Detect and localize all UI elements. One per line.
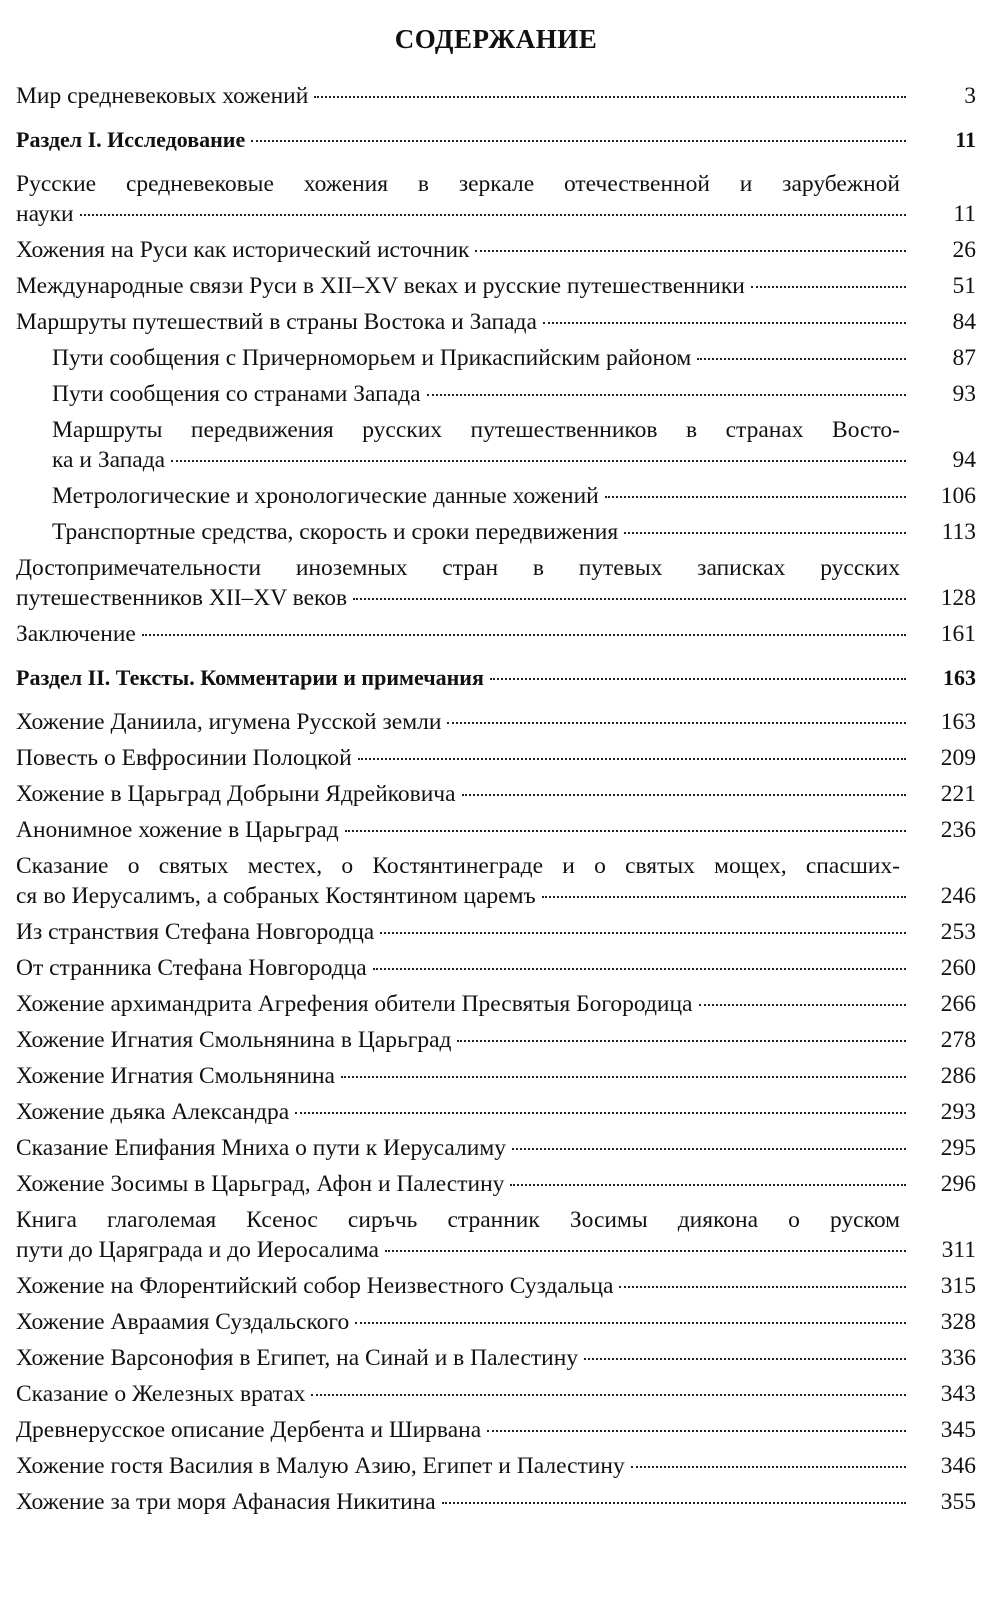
toc-entry[interactable] <box>16 169 976 229</box>
toc-entry-title: Сказание Епифания Мниха о пути к Иерусалиму <box>16 1135 506 1161</box>
toc-entry-title: Хожение Даниила, игумена Русской земли <box>16 709 442 735</box>
toc-entry[interactable] <box>16 743 976 773</box>
toc-page-number: 311 <box>941 1237 976 1263</box>
toc-page-number: 11 <box>953 201 976 227</box>
toc-page-number: 106 <box>940 483 976 509</box>
dot-leader <box>619 1285 906 1288</box>
toc-entry-title-line: Книга глаголемая Ксенос сиръчь странник Зосимы диякона о руском <box>16 1207 900 1233</box>
dot-leader <box>380 931 906 934</box>
toc-entry[interactable] <box>16 307 976 337</box>
dot-leader <box>490 677 906 680</box>
toc-entry-title: Раздел I. Исследование <box>16 127 246 152</box>
toc-page-number: 346 <box>940 1453 976 1479</box>
dot-leader <box>385 1249 906 1252</box>
dot-leader <box>462 793 906 796</box>
toc-entry-last-line <box>16 583 976 613</box>
toc-entry-title: путешественников XII–XV веков <box>16 585 348 611</box>
toc-entry[interactable] <box>16 1307 976 1337</box>
toc-entry-title: Маршруты путешествий в страны Востока и Запада <box>16 309 537 335</box>
dot-leader <box>251 139 906 142</box>
toc-entry[interactable] <box>16 815 976 845</box>
toc-entry-title-line: Маршруты передвижения русских путешественников в странах Восто- <box>52 417 900 443</box>
dot-leader <box>353 597 906 600</box>
toc-entry[interactable] <box>16 81 976 111</box>
toc-page-number: 3 <box>964 83 976 109</box>
toc-page-number: 295 <box>940 1135 976 1161</box>
toc-entry-title: ка и Запада <box>52 447 166 473</box>
toc-page-number: 26 <box>952 237 976 263</box>
toc-entry-title: Хожение в Царьград Добрыни Ядрейковича <box>16 781 456 807</box>
toc-page-number: 84 <box>952 309 976 335</box>
toc-entry[interactable] <box>16 1205 976 1265</box>
toc-entry-title-line: Достопримечательности иноземных стран в путевых записках русских <box>16 555 900 581</box>
toc-entry-title-line: Сказание о святых местех, о Костянтинеграде и о святых мощех, спасших- <box>16 853 900 879</box>
toc-entry[interactable] <box>16 1415 976 1445</box>
toc-page-number: 93 <box>952 381 976 407</box>
page-title: СОДЕРЖАНИЕ <box>394 24 598 54</box>
toc-entry-title: Заключение <box>16 621 136 647</box>
dot-leader <box>345 829 906 832</box>
toc-page-number: 128 <box>940 585 976 611</box>
dot-leader <box>355 1321 906 1324</box>
toc-entry[interactable] <box>16 1061 976 1091</box>
toc-entry-title: Хожение дьяка Александра <box>16 1099 290 1125</box>
toc-page-number: 345 <box>940 1417 976 1443</box>
toc-entry-title: Хожение архимандрита Агрефения обители Пресвятыя Богородица <box>16 991 693 1017</box>
toc-entry-title: пути до Царяграда и до Иеросалима <box>16 1237 379 1263</box>
toc-entry-title: Транспортные средства, скорость и сроки передвижения <box>52 519 619 545</box>
dot-leader <box>457 1039 906 1042</box>
toc-page-number: 355 <box>940 1489 976 1515</box>
toc-page-number: 278 <box>940 1027 976 1053</box>
toc-page-number: 253 <box>940 919 976 945</box>
dot-leader <box>512 1147 906 1150</box>
dot-leader <box>605 495 906 498</box>
dot-leader <box>447 721 906 724</box>
dot-leader <box>341 1075 906 1078</box>
toc-entry-title: науки <box>16 201 74 227</box>
toc-page-number: 161 <box>940 621 976 647</box>
toc-entry-title: Анонимное хожение в Царьград <box>16 817 339 843</box>
toc-section-heading[interactable] <box>16 663 976 693</box>
toc-entry-last-line <box>16 1235 976 1265</box>
toc-entry-title: Международные связи Руси в XII–XV веках и русские путешественники <box>16 273 745 299</box>
toc-entry[interactable] <box>16 343 976 373</box>
dot-leader <box>442 1501 906 1504</box>
dot-leader <box>80 213 906 216</box>
dot-leader <box>171 459 906 462</box>
toc-entry-title: Хожение Игнатия Смольнянина в Царьград <box>16 1027 452 1053</box>
toc-entry[interactable] <box>16 851 976 911</box>
toc-entry[interactable] <box>16 619 976 649</box>
toc-entry[interactable] <box>16 917 976 947</box>
toc-page-number: 209 <box>940 745 976 771</box>
dot-leader <box>584 1357 906 1360</box>
toc-entry[interactable] <box>16 235 976 265</box>
toc-page-number: 163 <box>940 709 976 735</box>
toc-page-number: 343 <box>940 1381 976 1407</box>
toc-entry[interactable] <box>16 1025 976 1055</box>
toc-page-number: 94 <box>952 447 976 473</box>
dot-leader <box>631 1465 906 1468</box>
toc-entry-last-line <box>52 445 976 475</box>
toc-page-number: 328 <box>940 1309 976 1335</box>
toc-entry[interactable] <box>16 517 976 547</box>
toc-page-number: 246 <box>940 883 976 909</box>
dot-leader <box>697 357 906 360</box>
toc-entry[interactable] <box>16 1169 976 1199</box>
dot-leader <box>358 757 906 760</box>
toc-list <box>16 81 976 1517</box>
toc-entry-title: Хожение Игнатия Смольнянина <box>16 1063 335 1089</box>
toc-entry-title: ся во Иерусалимъ, а собраных Костянтином царемъ <box>16 883 536 909</box>
dot-leader <box>510 1183 906 1186</box>
toc-entry[interactable] <box>16 415 976 475</box>
toc-page-number: 336 <box>940 1345 976 1371</box>
toc-entry-title: Пути сообщения со странами Запада <box>52 381 421 407</box>
toc-entry-title: Метрологические и хронологические данные хожений <box>52 483 599 509</box>
toc-entry-last-line <box>16 199 976 229</box>
toc-entry-title: От странника Стефана Новгородца <box>16 955 367 981</box>
dot-leader <box>487 1429 906 1432</box>
dot-leader <box>542 895 906 898</box>
toc-entry-title: Из странствия Стефана Новгородца <box>16 919 375 945</box>
toc-page-number: 236 <box>940 817 976 843</box>
toc-entry-title: Хожения на Руси как исторический источник <box>16 237 470 263</box>
toc-entry[interactable] <box>16 1487 976 1517</box>
dot-leader <box>427 393 906 396</box>
toc-entry-title: Хожение на Флорентийский собор Неизвестного Суздальца <box>16 1273 614 1299</box>
toc-entry-title: Хожение Авраамия Суздальского <box>16 1309 350 1335</box>
toc-entry[interactable] <box>16 1451 976 1481</box>
toc-entry[interactable] <box>16 1343 976 1373</box>
toc-page-number: 113 <box>941 519 976 545</box>
dot-leader <box>699 1003 907 1006</box>
dot-leader <box>751 285 906 288</box>
toc-page-number: 260 <box>940 955 976 981</box>
toc-entry[interactable] <box>16 271 976 301</box>
toc-page-number: 87 <box>952 345 976 371</box>
toc-page-number: 266 <box>940 991 976 1017</box>
dot-leader <box>142 633 906 636</box>
toc-entry-title-line: Русские средневековые хожения в зеркале отечественной и зарубежной <box>16 171 900 197</box>
dot-leader <box>295 1111 906 1114</box>
toc-page-number: 296 <box>940 1171 976 1197</box>
toc-entry[interactable] <box>16 481 976 511</box>
toc-page-number: 315 <box>940 1273 976 1299</box>
toc-entry[interactable] <box>16 989 976 1019</box>
toc-entry-title: Пути сообщения с Причерноморьем и Прикаспийским районом <box>52 345 692 371</box>
toc-entry-title: Раздел II. Тексты. Комментарии и примечания <box>16 665 484 690</box>
toc-entry[interactable] <box>16 779 976 809</box>
toc-section-heading[interactable] <box>16 125 976 155</box>
dot-leader <box>475 249 906 252</box>
toc-entry[interactable] <box>16 707 976 737</box>
toc-page-number: 221 <box>940 781 976 807</box>
toc-entry[interactable] <box>16 1133 976 1163</box>
toc-entry[interactable] <box>16 1379 976 1409</box>
toc-entry-title: Хожение за три моря Афанасия Никитина <box>16 1489 436 1515</box>
toc-entry-last-line <box>16 881 976 911</box>
toc-entry[interactable] <box>16 379 976 409</box>
toc-entry[interactable] <box>16 1271 976 1301</box>
toc-page-number: 163 <box>943 665 976 690</box>
dot-leader <box>373 967 906 970</box>
toc-page-number: 11 <box>955 127 976 152</box>
toc-entry[interactable] <box>16 953 976 983</box>
toc-entry[interactable] <box>16 1097 976 1127</box>
toc-page-number: 293 <box>940 1099 976 1125</box>
toc-entry-title: Мир средневековых хожений <box>16 83 309 109</box>
toc-page-number: 286 <box>940 1063 976 1089</box>
toc-entry-title: Хожение гостя Василия в Малую Азию, Египет и Палестину <box>16 1453 625 1479</box>
toc-entry-title: Хожение Зосимы в Царьград, Афон и Палестину <box>16 1171 505 1197</box>
toc-entry-title: Сказание о Железных вратах <box>16 1381 306 1407</box>
dot-leader <box>311 1393 906 1396</box>
dot-leader <box>624 531 906 534</box>
toc-entry-title: Древнерусское описание Дербента и Ширвана <box>16 1417 482 1443</box>
toc-page-number: 51 <box>952 273 976 299</box>
dot-leader <box>314 95 906 98</box>
dot-leader <box>543 321 906 324</box>
toc-entry[interactable] <box>16 553 976 613</box>
toc-entry-title: Хожение Варсонофия в Египет, на Синай и в Палестину <box>16 1345 579 1371</box>
toc-entry-title: Повесть о Евфросинии Полоцкой <box>16 745 352 771</box>
